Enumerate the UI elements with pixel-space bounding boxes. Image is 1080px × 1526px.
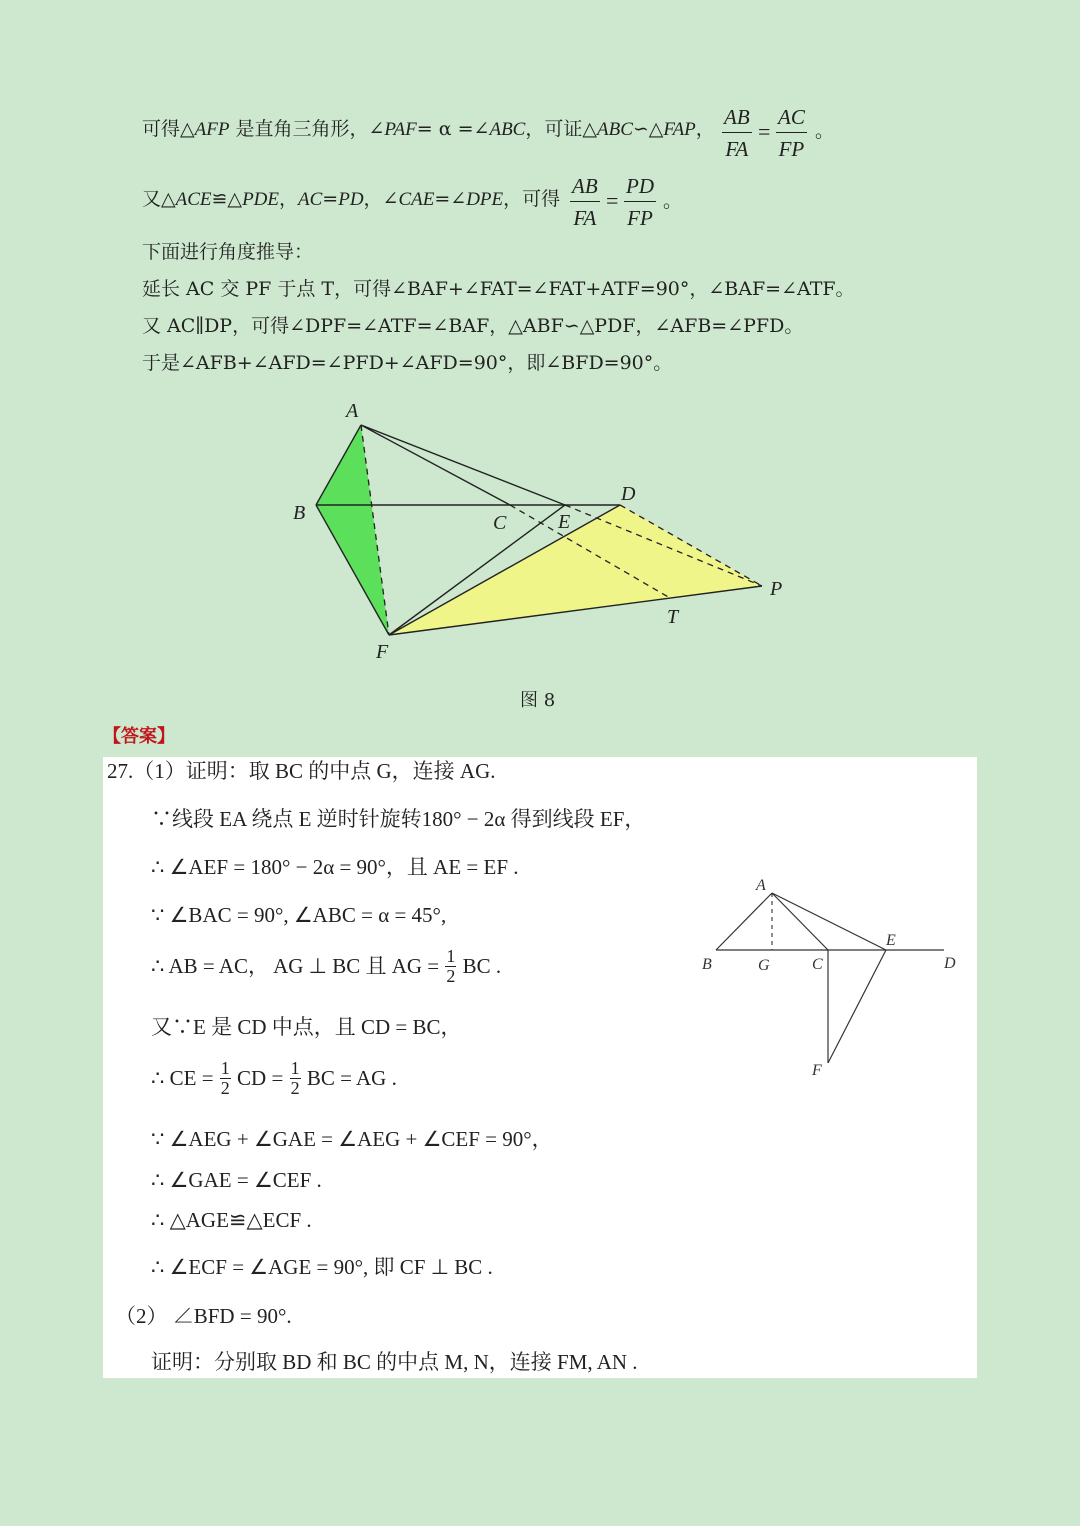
text-line-6: 于是∠AFB+∠AFD=∠PFD+∠AFD=90°，即∠BFD=90°。 (142, 352, 673, 374)
label-d2: D (944, 955, 956, 972)
proof-line-2: ∵线段 EA 绕点 E 逆时针旋转180° − 2α 得到线段 EF， (151, 807, 646, 831)
fraction-ab-fa-2: $\frac{AB}{FA}$ (572, 174, 598, 230)
fraction-pd-fp: $\frac{PD}{FP}$ (626, 174, 654, 230)
label-e: E (558, 511, 571, 533)
label-c: C (493, 512, 507, 534)
label-g2: G (758, 957, 770, 974)
text-line-2: 又△ACE≌△PDE，AC=PD，∠CAE=∠DPE，可得 (142, 188, 561, 210)
label-b2: B (702, 956, 712, 973)
proof-line-13: 证明：分别取 BD 和 BC 的中点 M, N，连接 FM, AN . (151, 1350, 638, 1374)
label-p: P (770, 578, 783, 600)
label-f: F (376, 641, 389, 663)
proof-line-10: ∴ △AGE≌△ECF . (151, 1208, 312, 1232)
yellow-triangle-fdp (389, 505, 762, 635)
label-e2: E (886, 932, 896, 949)
figure-8-diagram (280, 395, 800, 675)
label-f2: F (812, 1062, 822, 1079)
answer-tag: 【答案】 (103, 726, 175, 747)
label-t: T (667, 606, 679, 628)
text-line-4: 延长 AC 交 PF 于点 T，可得∠BAF+∠FAT=∠FAT+ATF=90°，∠BAF=∠ATF。 (142, 278, 855, 300)
proof-line-3: ∴ ∠AEF = 180° − 2α = 90°，且 AE = EF . (151, 855, 519, 879)
proof-line-7: ∴ CE = $\frac{1}{2}$ CD = $\frac{1}{2}$ BC = AG . (151, 1058, 397, 1098)
label-d: D (621, 483, 636, 505)
period: 。 (815, 120, 835, 142)
proof-line-9: ∴ ∠GAE = ∠CEF . (151, 1168, 322, 1192)
proof-line-6: 又∵E 是 CD 中点，且 CD = BC， (151, 1015, 462, 1039)
label-c2: C (812, 956, 823, 973)
label-a2: A (756, 877, 766, 894)
text-line-5: 又 AC∥DP，可得∠DPF=∠ATF=∠BAF，△ABF∽△PDF，∠AFB=∠PFD。 (142, 315, 804, 337)
label-b: B (293, 502, 306, 524)
fraction-ac-fp: $\frac{AC}{FP}$ (778, 105, 805, 161)
figure-caption: 图 8 (520, 690, 556, 711)
proof-line-12: （2） ∠BFD = 90°. (115, 1304, 292, 1328)
proof-line-1: 27.（1）证明：取 BC 的中点 G，连接 AG. (107, 759, 496, 783)
proof-line-4: ∵ ∠BAC = 90°, ∠ABC = α = 45°, (151, 903, 447, 927)
proof-line-8: ∵ ∠AEG + ∠GAE = ∠AEG + ∠CEF = 90°， (151, 1127, 553, 1151)
proof-line-5: ∴ AB = AC， AG ⊥ BC 且 AG = $\frac{1}{2}$ BC . (151, 946, 502, 986)
proof-line-11: ∴ ∠ECF = ∠AGE = 90°, 即 CF ⊥ BC . (151, 1255, 493, 1279)
fraction-ab-fa: $\frac{AB}{FA}$ (724, 105, 750, 161)
text-line-1: 可得△AFP 是直角三角形，∠PAF= α =∠ABC，可证△ABC∽△FAP， (142, 118, 715, 140)
period-2: 。 (663, 190, 683, 212)
text-line-3: 下面进行角度推导： (142, 241, 314, 263)
figure-proof-diagram (690, 868, 970, 1083)
green-triangle-abf (316, 425, 389, 635)
equals-sign-2: = (606, 188, 619, 213)
label-a: A (346, 400, 359, 422)
equals-sign: = (758, 119, 771, 144)
